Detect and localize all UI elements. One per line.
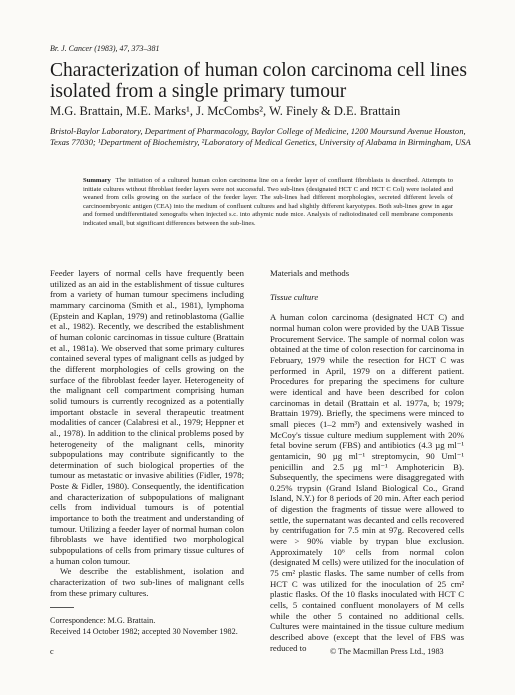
subsection-heading: Tissue culture — [270, 291, 319, 302]
copyright-notice: © The Macmillan Press Ltd., 1983 — [330, 647, 444, 656]
methods-paragraph: A human colon carcinoma (designated HCT C) and normal human colon were provided by the UAB Tissue Procurement Service. The sample of normal colon was obtained at the time of colon resection for carcinoma in February, 1979 while the resection for HCT C was performed in April, 1979 on a different patient. Procedures for preparing the specimens for culture were identical and have been described for colon carcinomas in detail (Brattain et al. 1977a, b; 1979; Brattain 1979). Briefly, the specimens were minced to small pieces (1–2 mm³) and extensively washed in McCoy's tissue culture medium supplement with 20% fetal bovine serum (FBS) and antibiotics (4.3 µg ml⁻¹ gentamicin, 90 µg ml⁻¹ streptomycin, 90 Uml⁻¹ penicillin and 2.5 µg ml⁻¹ Amphotericin B). Subsequently, the specimens were disaggregated with 0.25% trypsin (Grand Island Biological Co., Grand Island, N.Y.) for 8 periods of 20 min. After each period of digestion the fragments of tissue were allowed to settle, the supernatant was decanted and cells recovered by centrifugation for 7.5 min at 97g. Recovered cells were > 90% viable by trypan blue exclusion. Approximately 10⁶ cells from normal colon (designated M cells) were utilized for the inoculation of 75 cm² plastic flasks. The same number of cells from HCT C was utilized for the inoculation of 25 cm² plastic flasks. Of the 10 flasks inoculated with HCT C cells, 5 contained confluent monolayers of M cells while the other 5 contained no additional cells. Cultures were maintained in the tissue culture medium described above (except that the level of FBS was reduced to — [270, 312, 464, 653]
page-folio: c — [50, 647, 54, 656]
section-heading: Materials and methods — [270, 268, 350, 278]
author-affiliations: Bristol-Baylor Laboratory, Department of Pharmacology, Baylor College of Medicine, 1200 Moursund Avenue Houston, Texas 77030; ¹Department of Biochemistry, ²Laboratory of Medical Genetics, University of Alabama in Birmingham, USA — [50, 126, 471, 147]
left-column — [50, 268, 244, 638]
journal-reference: Br. J. Cancer (1983), 47, 373–381 — [50, 44, 160, 53]
intro-paragraph-1: Feeder layers of normal cells have frequently been utilized as an aid in the establishment of tissue cultures from a variety of human tumour specimens including mammary carcinoma (Smith et al., 1981), lymphoma (Epstein and Kaplan, 1979) and retinoblastoma (Gallie et al., 1982). Recently, we described the establishment of human colonic carcinomas in tissue culture (Brattain et al., 1981a). We observed that some primary cultures contained several types of malignant cells as judged by the different morphologies of cells growing on the surface of the fibroblast feeder layer. Heterogeneity of the malignant cell compartment comprising human solid tumours is currently recognized as a potentially important obstacle in several therapeutic treatment modalities of cancer (Calabresi et al., 1979; Heppner et al., 1978). In addition to the clinical problems posed by heterogeneity of the malignant cells, minority subpopulations may contribute significantly to the determination of such biological properties of the tumour as metastatic or invasive abilities (Fidler, 1978; Poste & Fidler, 1980). Consequently, the identification and characterization of subpopulations of malignant cells from individual tumours is of potential importance to both the treatment and understanding of tumour. Utilizing a feeder layer of normal human colon fibroblasts we have identified two morphological subpopulations of cells from primary tissue cultures of a human colon tumour. — [50, 268, 244, 566]
correspondence-note: Correspondence: M.G. Brattain. — [50, 616, 156, 626]
abstract-text: The initiation of a cultured human colon carcinoma line on a feeder layer of confluent fibroblasts is described. Attempts to initiate cultures without fibroblast feeder layers were not successful. Two sub-lines (designated HCT C and HCT C Col) were isolated and weaned from cells growing on the surface of the feeder layer. The sub-lines had different morphologies, secreted different levels of carcinoembryonic antigen (CEA) into the medium of confluent cultures and had slightly different karyotypes. Both sub-lines grew in agar and formed undifferentiated xenografts when injected s.c. into athymic nude mice. Analysis of radioiodinated cell membrane components indicated small, but significant differences between the sub-lines. — [83, 177, 453, 227]
right-column — [270, 268, 464, 653]
article-title: Characterization of human colon carcinoma cell lines isolated from a single primary tumour — [50, 60, 467, 102]
footnote-divider — [50, 607, 74, 608]
intro-paragraph-2: We describe the establishment, isolation and characterization of two sub-lines of malignant cells from these primary cultures. — [50, 566, 244, 598]
author-list: M.G. Brattain, M.E. Marks¹, J. McCombs², W. Finely & D.E. Brattain — [50, 104, 401, 118]
abstract-label: Summary — [83, 177, 111, 184]
abstract — [83, 177, 453, 228]
received-date-note: Received 14 October 1982; accepted 30 November 1982. — [50, 627, 238, 636]
